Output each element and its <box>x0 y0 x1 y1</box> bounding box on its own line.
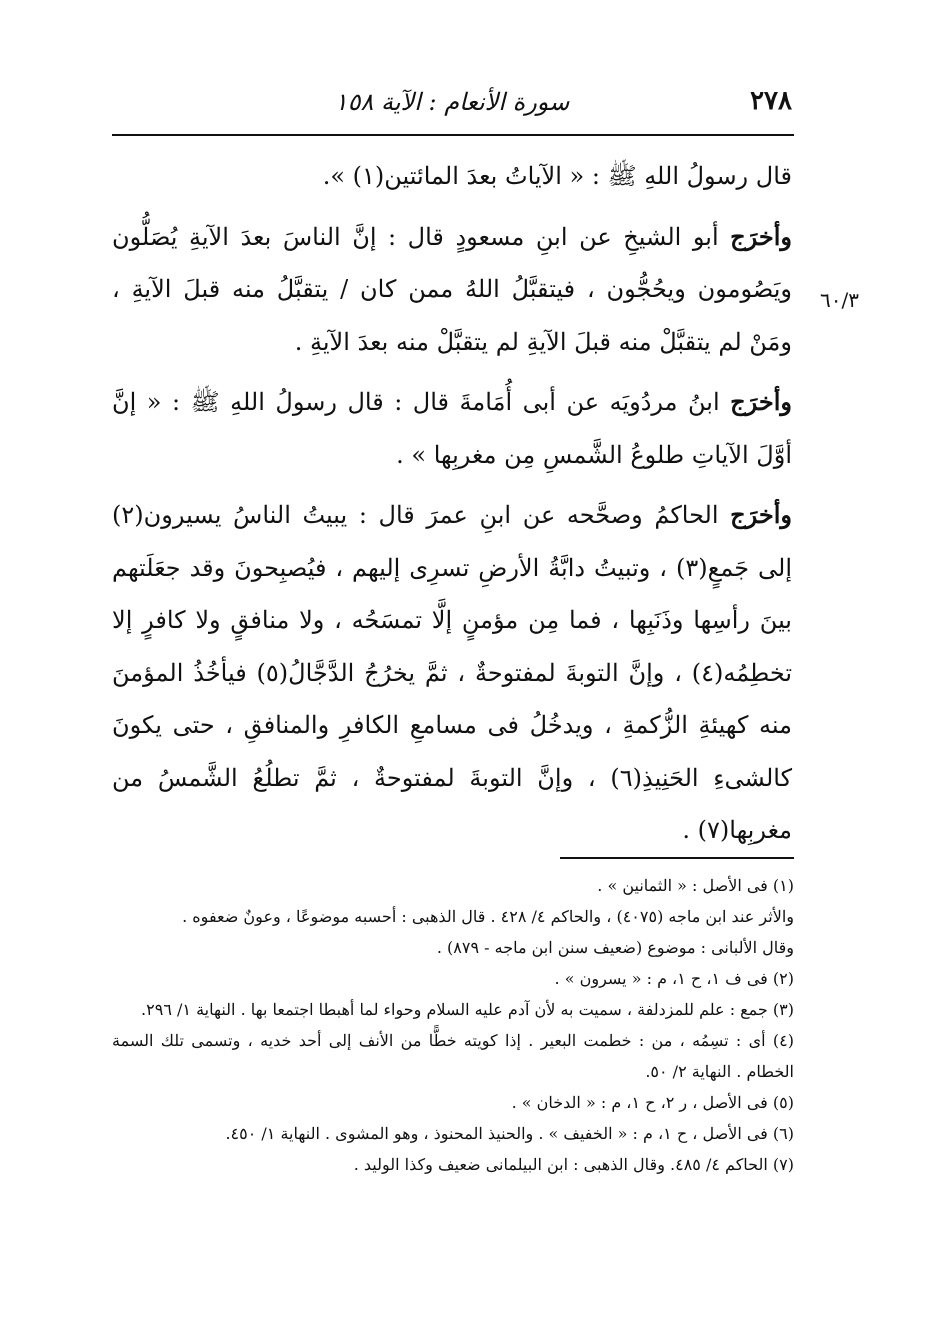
footnote: (٧) الحاكم ٤/ ٤٨٥. وقال الذهبى : ابن البيلمانى ضعيف وكذا الوليد . <box>353 1155 794 1174</box>
paragraph-lead: وأخرَج <box>730 221 792 251</box>
paragraph-text: ابنُ مردُويَه عن أبى أُمَامةَ قال : قال رسولُ اللهِ ﷺ : « إنَّ أوَّلَ الآياتِ طلوعُ الشَّمسِ مِن مغربِها » . <box>112 388 792 469</box>
margin-reference: ٦٠/٣ <box>820 288 859 312</box>
paragraph-text: أبو الشيخِ عن ابنِ مسعودٍ قال : إنَّ الناسَ بعدَ الآيةِ يُصَلُّون ويَصُومون ويحُجُّون ، فيتقبَّلُ اللهُ ممن كان / يتقبَّلُ منه قبلَ الآيةِ ، ومَنْ لم يتقبَّلْ منه قبلَ الآيةِ لم يتقبَّلْ منه بعدَ الآيةِ . <box>112 222 792 356</box>
paragraph-text: قال رسولُ اللهِ ﷺ : « الآياتُ بعدَ المائتين(١) ». <box>322 162 792 190</box>
footnote: (٥) فى الأصل ، ر ٢، ح ١، م : « الدخان » . <box>511 1093 794 1112</box>
paragraph-lead: وأخرَج <box>730 387 792 416</box>
page-number: ٢٧٨ <box>750 86 792 116</box>
page-header <box>112 86 792 126</box>
paragraph <box>112 376 792 481</box>
footnote: (٦) فى الأصل ، ح ١، م : « الخفيف » . والحنيذ المحنوذ ، وهو المشوى . النهاية ١/ ٤٥٠. <box>225 1124 794 1143</box>
footnotes <box>112 870 794 1180</box>
paragraph-lead: وأخرَج <box>730 500 792 529</box>
footnote: وقال الألبانى : موضوع (ضعيف سنن ابن ماجه - ٨٧٩) . <box>436 938 794 957</box>
main-text <box>112 150 792 857</box>
header-divider <box>112 134 794 136</box>
footnotes-divider <box>560 857 794 859</box>
footnote: والأثر عند ابن ماجه (٤٠٧٥) ، والحاكم ٤/ ٤٢٨ . قال الذهبى : أحسبه موضوعًا ، وعونٌ ضعفوه . <box>182 907 794 926</box>
paragraph <box>112 489 792 857</box>
paragraph <box>112 211 792 369</box>
paragraph-text: الحاكمُ وصحَّحه عن ابنِ عمرَ قال : يبيتُ الناسُ يسيرون(٢) إلى جَمعٍ(٣) ، وتبيتُ دابَّةُ الأرضِ تسرِى إليهم ، فيُصبِحونَ وقد جعَلَتهم بينَ رأسِها وذَنَبِها ، فما مِن مؤمنٍ إلَّا تمسَحُه ، ولا منافقٍ ولا كافرٍ إلا تخطِمُه(٤) ، وإنَّ التوبةَ لمفتوحةٌ ، ثمَّ يخرُجُ الدَّجَّالُ(٥) فيأخُذُ المؤمنَ منه كهيئةِ الزُّكمةِ ، ويدخُلُ فى مسامعِ الكافرِ والمنافقِ ، حتى يكونَ كالشىءِ الحَنِيذِ(٦) ، وإنَّ التوبةَ لمفتوحةٌ ، ثمَّ تطلُعُ الشَّمسُ من مغربِها(٧) . <box>112 501 793 844</box>
footnote: (٢) فى ف ١، ح ١، م : « يسرون » . <box>554 969 794 988</box>
running-title: سورة الأنعام : الآية ١٥٨ <box>334 88 570 116</box>
paragraph <box>112 150 792 203</box>
footnote: (١) فى الأصل : « الثمانين » . <box>597 876 794 895</box>
footnote: (٤) أى : تسِمُه ، من : خطمت البعير . إذا كويته خطًّا من الأنف إلى أحد خديه ، وتسمى تلك السمة الخطام . النهاية ٢/ ٥٠. <box>112 1031 795 1081</box>
footnote: (٣) جمع : علم للمزدلفة ، سميت به لأن آدم عليه السلام وحواء لما أهبطا اجتمعا بها . النهاية ١/ ٢٩٦. <box>141 1000 794 1019</box>
